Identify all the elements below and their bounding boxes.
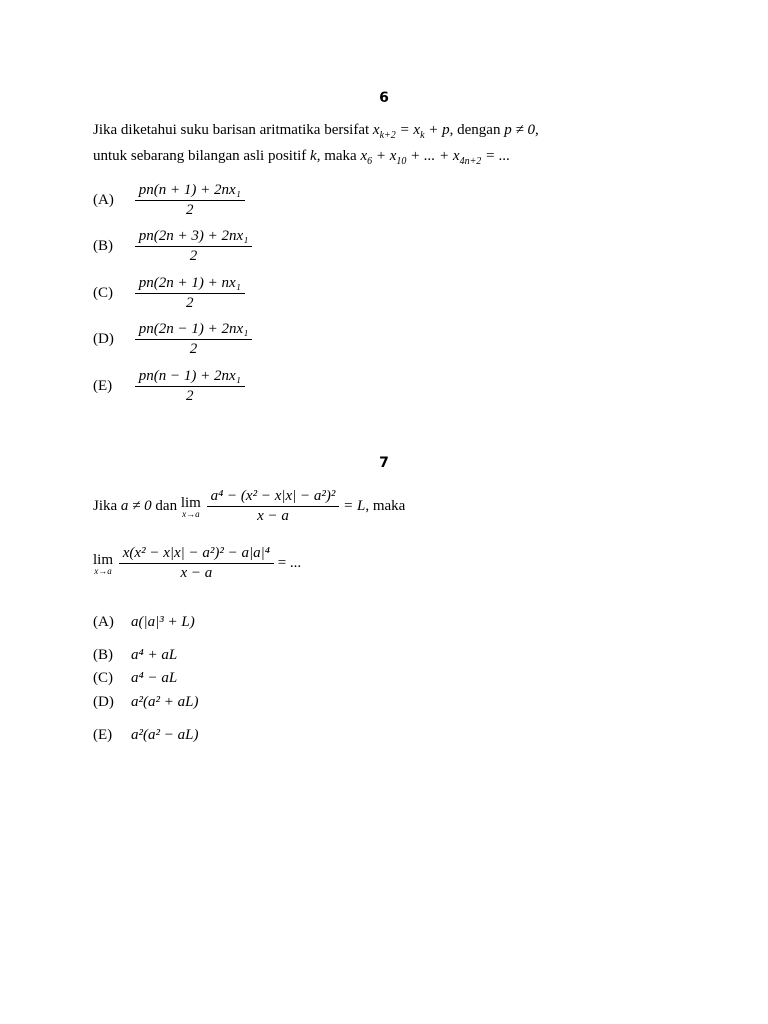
q7-equals-l: = L (343, 498, 366, 514)
lim-subscript: x→a (182, 508, 200, 519)
denominator: 2 (189, 248, 198, 264)
numerator: pn(n − 1) + 2nx₁ (135, 368, 245, 387)
q6-option-d[interactable] (93, 321, 252, 358)
option-expression: a⁴ + aL (131, 647, 178, 664)
denominator: 2 (186, 388, 194, 404)
lim-word: lim (180, 494, 201, 511)
option-label: (C) (93, 285, 113, 301)
option-label: (B) (93, 238, 113, 254)
question-number-6: 6 (379, 90, 389, 106)
denominator: 2 (189, 341, 198, 357)
q6-option-c[interactable] (93, 275, 245, 312)
option-label: (E) (93, 378, 113, 394)
lim-subscript: x→a (94, 565, 112, 576)
limit-fraction (119, 545, 274, 582)
option-expression: a²(a² + aL) (131, 694, 199, 711)
q6-option-b[interactable] (93, 228, 252, 265)
option-label: (A) (93, 614, 114, 631)
option-label: (D) (93, 694, 114, 711)
fraction (135, 182, 245, 219)
fraction (135, 275, 245, 312)
q7-equals-dots: = ... (277, 555, 302, 571)
q6-text: , maka (316, 148, 361, 164)
numerator: pn(2n + 3) + 2nx₁ (135, 228, 253, 247)
q7-text: , maka (365, 498, 406, 514)
limit-operator (93, 552, 113, 576)
q7-option-a[interactable] (93, 614, 195, 631)
q6-statement-line-2 (93, 147, 510, 171)
option-label: (D) (93, 331, 114, 347)
q6-condition: p ≠ 0 (504, 122, 535, 138)
q7-condition: a ≠ 0 (120, 498, 152, 514)
q7-option-b[interactable] (93, 647, 177, 664)
q7-option-d[interactable] (93, 694, 198, 711)
q6-text: , dengan (449, 122, 505, 138)
lim-word: lim (93, 551, 114, 568)
question-number-7: 7 (379, 455, 389, 471)
q7-option-e[interactable] (93, 727, 198, 744)
q6-variable-k: k (310, 148, 317, 164)
denominator: x − a (180, 565, 213, 581)
q7-text: Jika (93, 498, 121, 514)
fraction (135, 368, 245, 405)
limit-operator (181, 495, 201, 519)
denominator: 2 (186, 202, 194, 218)
numerator: x(x² − x|x| − a²)² − a|a|⁴ (119, 545, 274, 564)
option-expression: a⁴ − aL (131, 670, 178, 687)
fraction (135, 321, 253, 358)
numerator: a⁴ − (x² − x|x| − a²)² (207, 488, 340, 507)
numerator: pn(2n + 1) + nx₁ (135, 275, 245, 294)
denominator: x − a (257, 508, 289, 524)
q7-text: dan (151, 498, 181, 514)
q7-option-c[interactable] (93, 670, 177, 687)
option-expression: a(|a|³ + L) (131, 614, 195, 631)
option-expression: a²(a² − aL) (131, 727, 199, 744)
q6-option-e[interactable] (93, 368, 245, 405)
q7-statement-line-2 (93, 545, 301, 582)
option-label: (A) (93, 192, 114, 208)
q6-text: Jika diketahui suku barisan aritmatika bersifat (93, 122, 373, 138)
numerator: pn(2n − 1) + 2nx₁ (135, 321, 253, 340)
option-label: (B) (93, 647, 113, 664)
denominator: 2 (186, 295, 194, 311)
q6-recurrence-formula: $x_{k+2} = x_k + p$ (372, 122, 450, 141)
numerator: pn(n + 1) + 2nx₁ (135, 182, 245, 201)
q6-option-a[interactable] (93, 182, 245, 219)
option-label: (C) (93, 670, 113, 687)
q6-statement-line-1 (93, 121, 539, 145)
option-label: (E) (93, 727, 113, 744)
q7-statement-line-1 (93, 488, 405, 525)
q6-text: , (534, 122, 539, 138)
q6-sum-expression: $x_6 + x_{10}$ + ... + $x_{4n+2}$ = ... (360, 148, 511, 167)
q6-text: untuk sebarang bilangan asli positif (93, 148, 311, 164)
fraction (135, 228, 253, 265)
limit-fraction (207, 488, 340, 525)
